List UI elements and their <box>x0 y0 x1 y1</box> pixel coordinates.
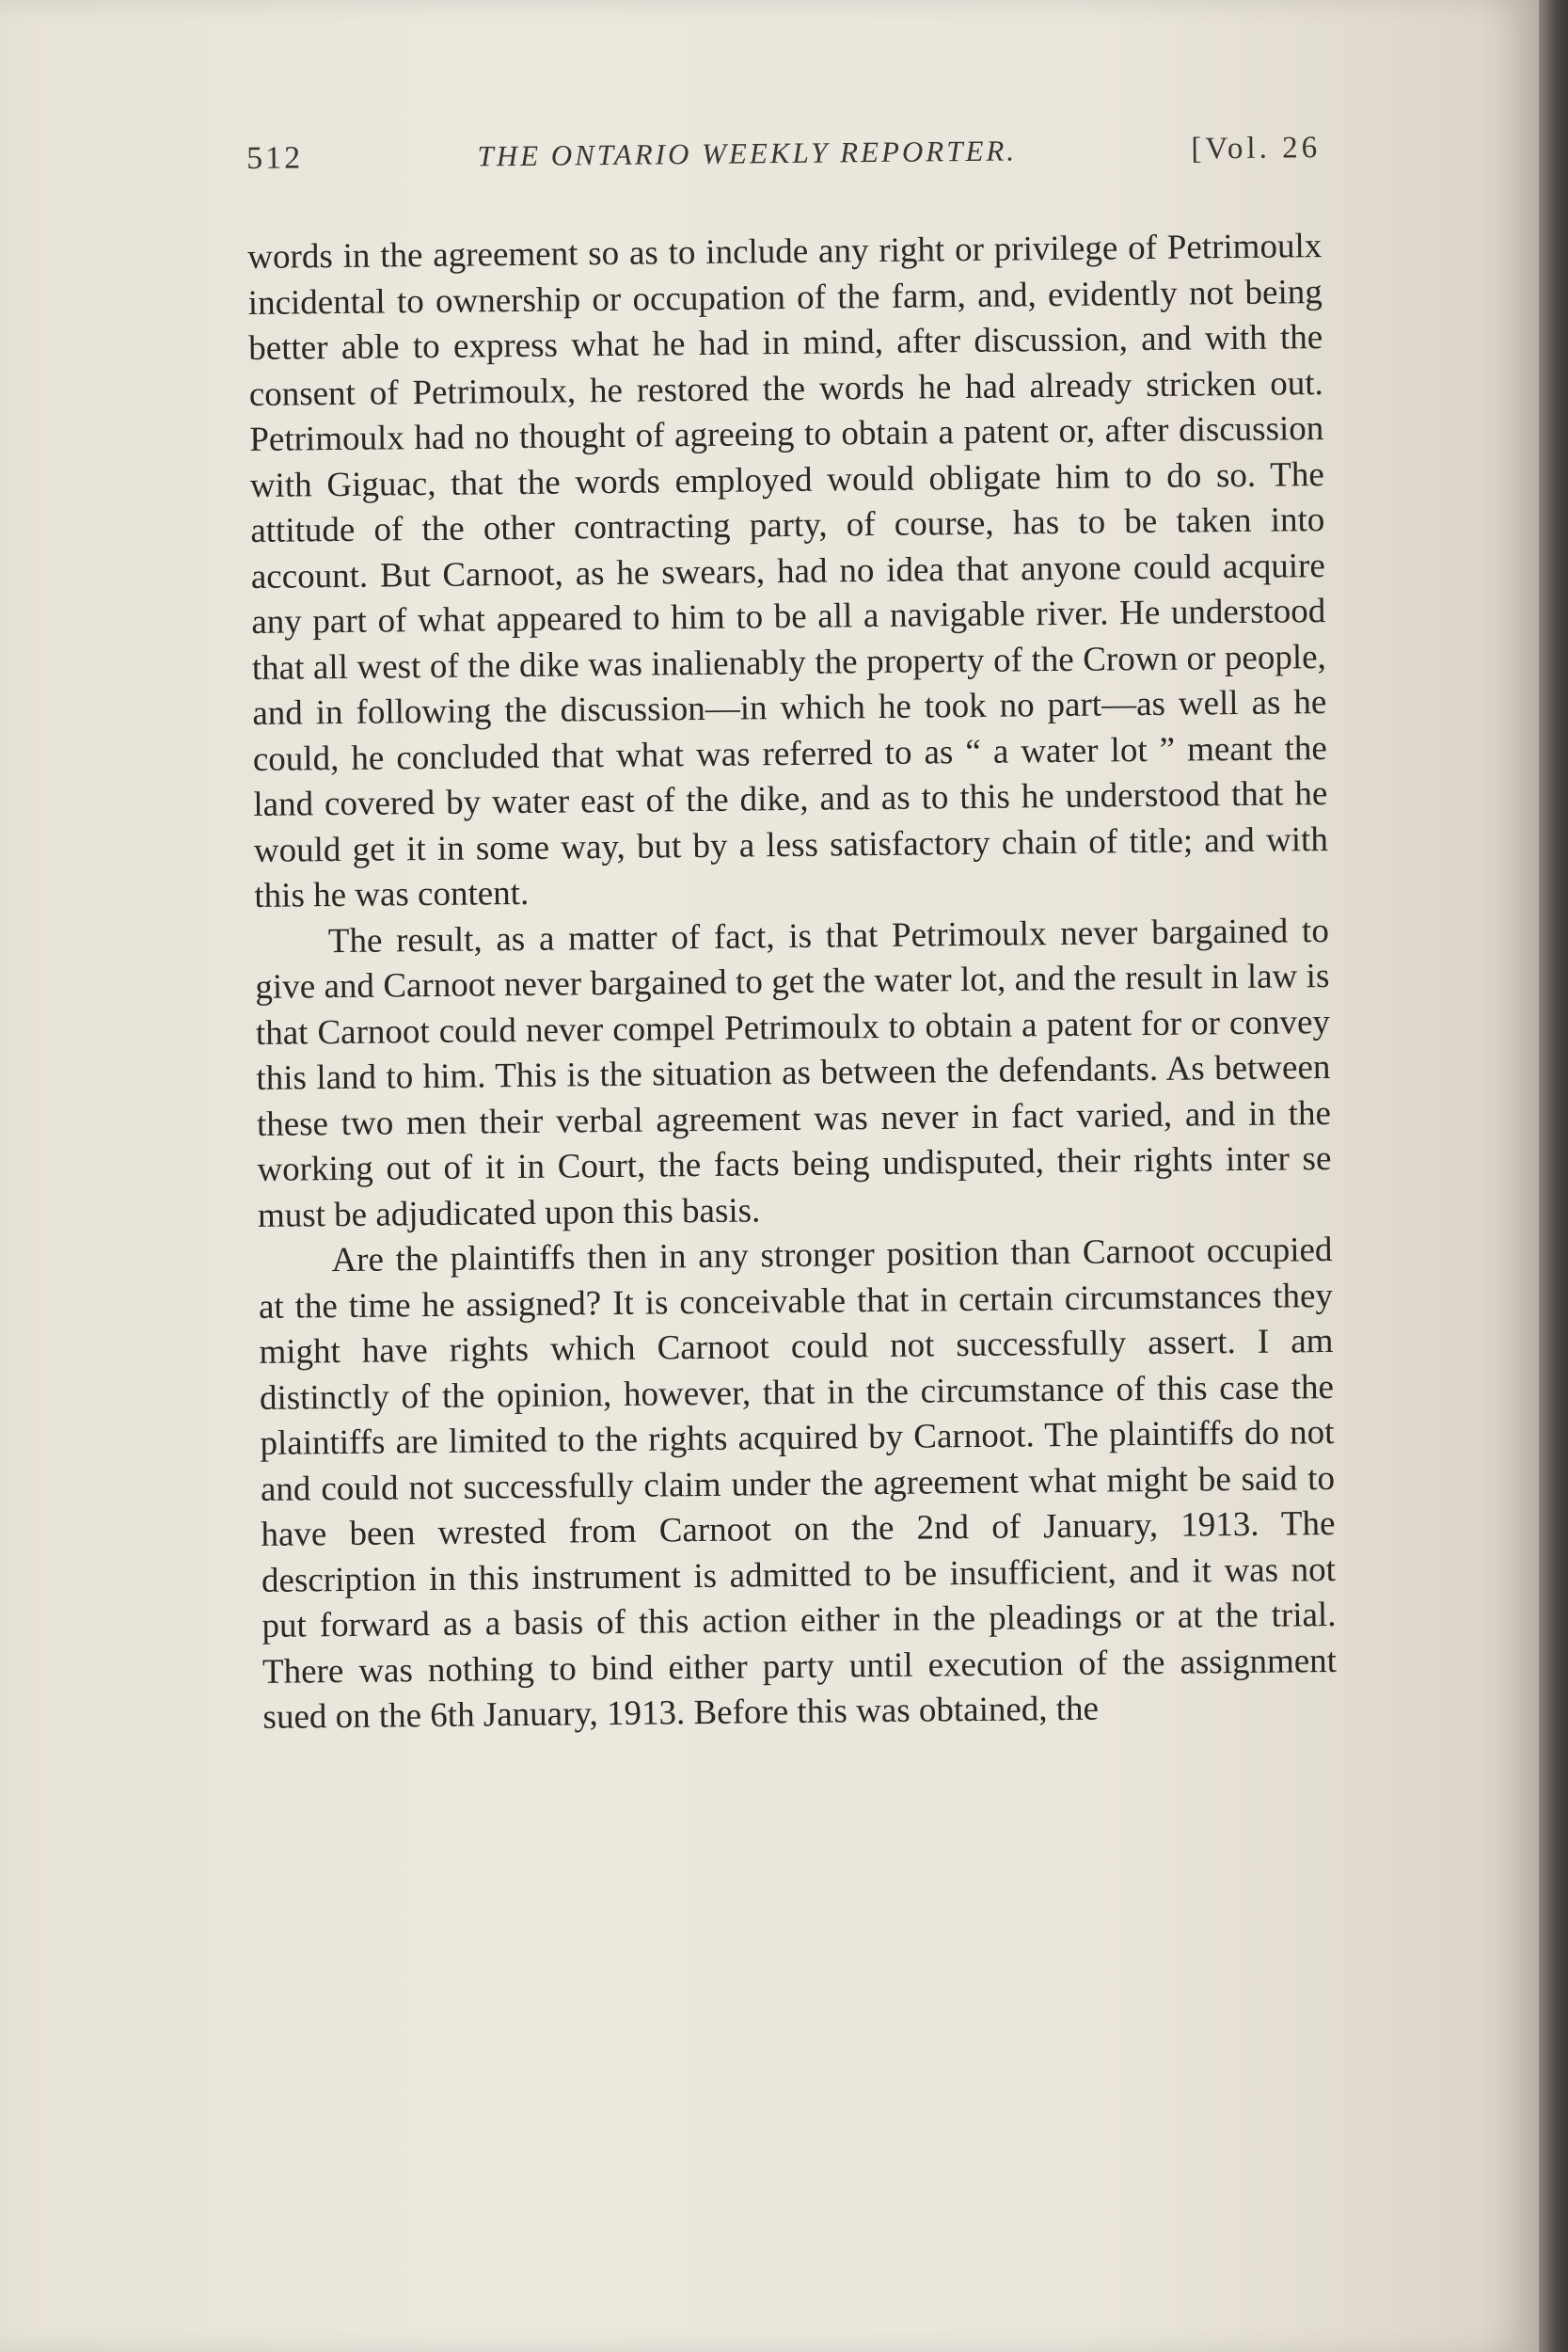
volume-label: [Vol. 26 <box>1191 131 1322 167</box>
paragraph-1: words in the agreement so as to include any right or privilege of Petrimoulx incidental to ownership or occupation of the farm, and, evidently not being better able to express what he had in mind, after discussion, and with the consent of Petrimoulx, he restored the words he had already stricken out. Petrimoulx had no thought of agreeing to obtain a patent or, after discussion with Giguac, that the words employed would obligate him to do so. The attitude of the other contracting party, of course, has to be taken into account. But Carnoot, as he swears, had no idea that anyone could acquire any part of what appeared to him to be all a navigable river. He understood that all west of the dike was inalienably the property of the Crown or people, and in following the discussion—in which he took no part—as well as he could, he concluded that what was referred to as “ a water lot ” meant the land covered by water east of the dike, and as to this he understood that he would get it in some way, but by a less satisfactory chain of title; and with this he was content. <box>247 227 1329 915</box>
body-text <box>247 224 1338 1740</box>
running-title: THE ONTARIO WEEKLY REPORTER. <box>477 134 1018 173</box>
paragraph-3: Are the plaintiffs then in any stronger position than Carnoot occupied at the time he assigned? It is conceivable that in certain circumstances they might have rights which Carnoot could not successfully assert. I am distinctly of the opinion, however, that in the circumstance of this case the plaintiffs are limited to the rights acquired by Carnoot. The plaintiffs do not and could not successfully claim under the agreement what might be said to have been wrested from Carnoot on the 2nd of January, 1913. The description in this instrument is admitted to be insufficient, and it was not put forward as a basis of this action either in the pleadings or at the trial. There was nothing to bind either party until execution of the assignment sued on the 6th January, 1913. Before this was obtained, the <box>258 1230 1338 1737</box>
running-header <box>246 130 1322 235</box>
page-content <box>246 130 1338 1740</box>
page-number: 512 <box>246 140 304 176</box>
paragraph-2: The result, as a matter of fact, is that Petrimoulx never bargained to give and Carnoot never bargained to get the water lot, and the result in law is that Carnoot could never compel Petrimoulx to obtain a patent for or convey this land to him. This is the situation as between the defendants. As between these two men their verbal agreement was never in fact varied, and in the working out of it in Court, the facts being undisputed, their rights inter se must be adjudicated upon this basis. <box>255 911 1332 1235</box>
page-edge-shadow <box>1539 0 1568 2352</box>
